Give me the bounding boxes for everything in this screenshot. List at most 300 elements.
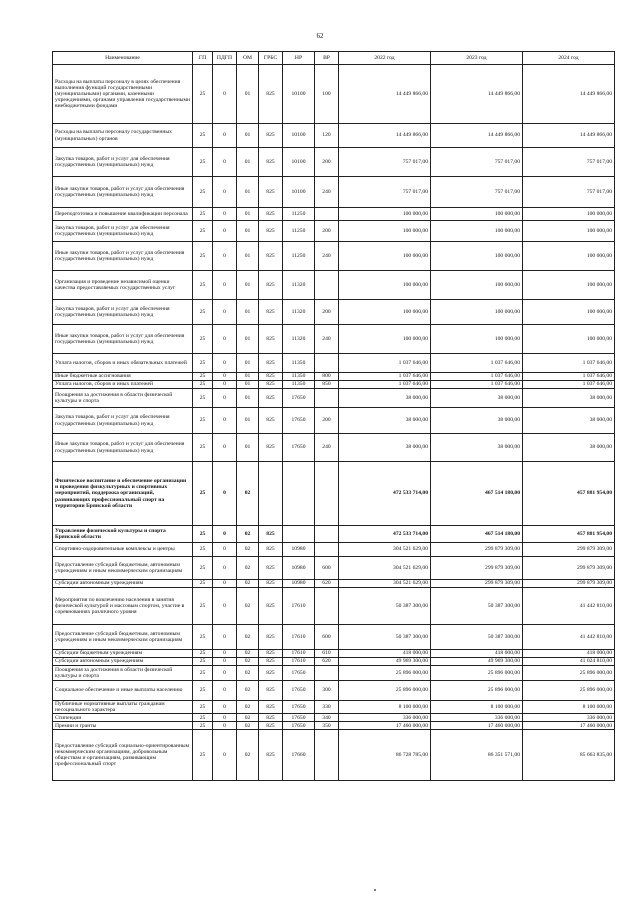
cell-y2022: 1 037 646,00 bbox=[339, 354, 431, 373]
cell-om: 01 bbox=[237, 177, 259, 208]
cell-y2024: 299 879 309,00 bbox=[523, 543, 615, 557]
cell-vr: 340 bbox=[315, 714, 339, 722]
cell-vr: 850 bbox=[315, 381, 339, 389]
cell-grbs: 825 bbox=[259, 434, 283, 462]
table-row bbox=[53, 658, 615, 666]
cell-name: Премии и гранты bbox=[53, 722, 193, 730]
cell-name: Социальное обеспечение и иные выплаты населению bbox=[53, 681, 193, 701]
cell-y2024: 100 000,00 bbox=[523, 271, 615, 300]
cell-y2024: 85 663 835,00 bbox=[523, 730, 615, 781]
cell-pdgp: 0 bbox=[213, 543, 237, 557]
cell-y2023: 14 449 866,00 bbox=[431, 65, 523, 124]
cell-grbs: 825 bbox=[259, 650, 283, 658]
cell-y2024: 299 879 309,00 bbox=[523, 580, 615, 588]
cell-grbs: 825 bbox=[259, 124, 283, 148]
cell-nr: 11320 bbox=[283, 271, 315, 300]
cell-y2023: 418 000,00 bbox=[431, 650, 523, 658]
cell-grbs: 825 bbox=[259, 325, 283, 354]
cell-om: 02 bbox=[237, 666, 259, 681]
cell-y2023: 100 000,00 bbox=[431, 325, 523, 354]
cell-vr: 200 bbox=[315, 221, 339, 242]
cell-pdgp: 0 bbox=[213, 221, 237, 242]
cell-y2023: 299 879 309,00 bbox=[431, 543, 523, 557]
cell-gp: 25 bbox=[193, 681, 213, 701]
cell-y2022: 100 000,00 bbox=[339, 208, 431, 221]
cell-pdgp: 0 bbox=[213, 580, 237, 588]
cell-gp: 25 bbox=[193, 557, 213, 580]
cell-grbs: 825 bbox=[259, 666, 283, 681]
cell-y2023: 50 387 300,00 bbox=[431, 625, 523, 650]
cell-pdgp: 0 bbox=[213, 658, 237, 666]
cell-nr bbox=[283, 526, 315, 543]
cell-y2024: 1 037 646,00 bbox=[523, 381, 615, 389]
page-number: 62 bbox=[316, 32, 324, 40]
cell-vr: 800 bbox=[315, 373, 339, 381]
cell-y2023: 8 100 000,00 bbox=[431, 701, 523, 714]
cell-y2022: 25 896 000,00 bbox=[339, 681, 431, 701]
cell-y2023: 50 387 300,00 bbox=[431, 588, 523, 625]
cell-y2023: 467 514 180,00 bbox=[431, 526, 523, 543]
cell-grbs: 825 bbox=[259, 208, 283, 221]
cell-y2023: 25 896 000,00 bbox=[431, 666, 523, 681]
cell-nr: 10100 bbox=[283, 148, 315, 177]
table-row bbox=[53, 526, 615, 543]
cell-grbs: 825 bbox=[259, 373, 283, 381]
col-header-gp: ГП bbox=[193, 52, 213, 65]
table-row bbox=[53, 271, 615, 300]
cell-gp: 25 bbox=[193, 580, 213, 588]
cell-om: 02 bbox=[237, 580, 259, 588]
cell-gp: 25 bbox=[193, 208, 213, 221]
cell-y2022: 100 000,00 bbox=[339, 325, 431, 354]
cell-om: 01 bbox=[237, 389, 259, 408]
cell-vr: 300 bbox=[315, 681, 339, 701]
cell-y2024: 457 881 954,00 bbox=[523, 526, 615, 543]
cell-y2023: 757 017,00 bbox=[431, 177, 523, 208]
table-row bbox=[53, 148, 615, 177]
cell-name: Иные закупки товаров, работ и услуг для обеспечения государственных (муниципальных) нужд bbox=[53, 242, 193, 271]
table-row bbox=[53, 701, 615, 714]
cell-name: Поощрения за достижения в области физической культуры и спорта bbox=[53, 666, 193, 681]
cell-vr: 610 bbox=[315, 650, 339, 658]
cell-name: Спортивно-оздоровительные комплексы и центры bbox=[53, 543, 193, 557]
budget-table bbox=[52, 51, 615, 781]
cell-pdgp: 0 bbox=[213, 373, 237, 381]
cell-om: 02 bbox=[237, 681, 259, 701]
cell-name: Закупка товаров, работ и услуг для обеспечения государственных (муниципальных) нужд bbox=[53, 408, 193, 434]
cell-om: 02 bbox=[237, 714, 259, 722]
cell-y2023: 38 000,00 bbox=[431, 434, 523, 462]
cell-vr: 240 bbox=[315, 434, 339, 462]
cell-y2022: 49 969 300,00 bbox=[339, 658, 431, 666]
cell-y2022: 1 037 646,00 bbox=[339, 381, 431, 389]
cell-name: Субсидии автономным учреждениям bbox=[53, 658, 193, 666]
table-row bbox=[53, 681, 615, 701]
cell-vr bbox=[315, 666, 339, 681]
cell-y2022: 472 533 714,00 bbox=[339, 526, 431, 543]
cell-vr: 240 bbox=[315, 177, 339, 208]
cell-vr bbox=[315, 354, 339, 373]
cell-gp: 25 bbox=[193, 658, 213, 666]
cell-y2023: 17 460 000,00 bbox=[431, 722, 523, 730]
cell-name: Организация и проведение независимой оценки качества предоставляемых государственных услуг bbox=[53, 271, 193, 300]
cell-grbs: 825 bbox=[259, 381, 283, 389]
table-row bbox=[53, 242, 615, 271]
cell-nr: 17650 bbox=[283, 722, 315, 730]
cell-grbs: 825 bbox=[259, 588, 283, 625]
cell-nr: 11320 bbox=[283, 300, 315, 325]
cell-y2022: 418 000,00 bbox=[339, 650, 431, 658]
cell-y2024: 41 024 810,00 bbox=[523, 658, 615, 666]
cell-nr: 17650 bbox=[283, 408, 315, 434]
col-header-vr: ВР bbox=[315, 52, 339, 65]
cell-y2022: 100 000,00 bbox=[339, 300, 431, 325]
cell-gp: 25 bbox=[193, 65, 213, 124]
cell-gp: 25 bbox=[193, 354, 213, 373]
cell-grbs: 825 bbox=[259, 526, 283, 543]
cell-y2022: 304 521 629,00 bbox=[339, 557, 431, 580]
table-row bbox=[53, 208, 615, 221]
cell-y2022: 472 533 714,00 bbox=[339, 462, 431, 526]
cell-pdgp: 0 bbox=[213, 65, 237, 124]
cell-y2024: 41 442 810,00 bbox=[523, 625, 615, 650]
table-row bbox=[53, 588, 615, 625]
cell-name: Управление физической культуры и спорта Брянской области bbox=[53, 526, 193, 543]
table-row bbox=[53, 373, 615, 381]
cell-name: Субсидии автономным учреждениям bbox=[53, 580, 193, 588]
cell-y2022: 38 000,00 bbox=[339, 408, 431, 434]
cell-y2024: 299 879 309,00 bbox=[523, 557, 615, 580]
cell-grbs: 825 bbox=[259, 730, 283, 781]
cell-gp: 25 bbox=[193, 124, 213, 148]
cell-grbs: 825 bbox=[259, 722, 283, 730]
cell-pdgp: 0 bbox=[213, 625, 237, 650]
cell-nr: 10100 bbox=[283, 124, 315, 148]
cell-vr bbox=[315, 389, 339, 408]
cell-om: 01 bbox=[237, 271, 259, 300]
cell-vr bbox=[315, 588, 339, 625]
cell-y2024: 25 896 000,00 bbox=[523, 666, 615, 681]
cell-y2023: 86 351 571,00 bbox=[431, 730, 523, 781]
cell-vr: 240 bbox=[315, 242, 339, 271]
cell-y2022: 100 000,00 bbox=[339, 271, 431, 300]
cell-name: Публичные нормативные выплаты гражданам несоциального характера bbox=[53, 701, 193, 714]
table-row bbox=[53, 557, 615, 580]
cell-grbs: 825 bbox=[259, 408, 283, 434]
cell-y2022: 8 100 000,00 bbox=[339, 701, 431, 714]
cell-grbs: 825 bbox=[259, 557, 283, 580]
cell-om: 01 bbox=[237, 373, 259, 381]
cell-om: 02 bbox=[237, 625, 259, 650]
cell-grbs: 825 bbox=[259, 242, 283, 271]
cell-om: 01 bbox=[237, 242, 259, 271]
cell-vr: 620 bbox=[315, 658, 339, 666]
cell-grbs: 825 bbox=[259, 625, 283, 650]
cell-nr: 17610 bbox=[283, 588, 315, 625]
cell-pdgp: 0 bbox=[213, 208, 237, 221]
cell-vr: 600 bbox=[315, 557, 339, 580]
cell-pdgp: 0 bbox=[213, 681, 237, 701]
cell-nr: 10100 bbox=[283, 65, 315, 124]
cell-gp: 25 bbox=[193, 722, 213, 730]
cell-vr: 200 bbox=[315, 300, 339, 325]
cell-pdgp: 0 bbox=[213, 588, 237, 625]
cell-y2024: 8 100 000,00 bbox=[523, 701, 615, 714]
cell-gp: 25 bbox=[193, 325, 213, 354]
cell-grbs: 825 bbox=[259, 177, 283, 208]
cell-y2023: 336 000,00 bbox=[431, 714, 523, 722]
cell-nr: 10100 bbox=[283, 177, 315, 208]
cell-y2024: 1 037 646,00 bbox=[523, 354, 615, 373]
cell-nr: 17650 bbox=[283, 434, 315, 462]
cell-pdgp: 0 bbox=[213, 730, 237, 781]
cell-name: Закупка товаров, работ и услуг для обеспечения государственных (муниципальных) нужд bbox=[53, 221, 193, 242]
cell-y2024: 14 449 866,00 bbox=[523, 124, 615, 148]
cell-y2024: 457 881 954,00 bbox=[523, 462, 615, 526]
table-row bbox=[53, 325, 615, 354]
cell-y2024: 41 442 810,00 bbox=[523, 588, 615, 625]
cell-gp: 25 bbox=[193, 177, 213, 208]
cell-y2024: 38 000,00 bbox=[523, 408, 615, 434]
table-row bbox=[53, 124, 615, 148]
table-row bbox=[53, 666, 615, 681]
cell-vr: 200 bbox=[315, 148, 339, 177]
cell-y2023: 100 000,00 bbox=[431, 221, 523, 242]
cell-y2024: 38 000,00 bbox=[523, 389, 615, 408]
cell-name: Уплата налогов, сборов и иных платежей bbox=[53, 381, 193, 389]
table-row bbox=[53, 730, 615, 781]
cell-nr bbox=[283, 462, 315, 526]
table-row bbox=[53, 408, 615, 434]
cell-y2022: 757 017,00 bbox=[339, 148, 431, 177]
cell-nr: 11250 bbox=[283, 221, 315, 242]
cell-gp: 25 bbox=[193, 434, 213, 462]
cell-gp: 25 bbox=[193, 714, 213, 722]
cell-vr: 620 bbox=[315, 580, 339, 588]
cell-grbs: 825 bbox=[259, 389, 283, 408]
cell-om: 02 bbox=[237, 722, 259, 730]
cell-gp: 25 bbox=[193, 730, 213, 781]
cell-name: Субсидии бюджетным учреждениям bbox=[53, 650, 193, 658]
table-row bbox=[53, 722, 615, 730]
cell-y2023: 757 017,00 bbox=[431, 148, 523, 177]
cell-nr: 11350 bbox=[283, 354, 315, 373]
cell-nr: 10980 bbox=[283, 580, 315, 588]
cell-y2022: 17 460 000,00 bbox=[339, 722, 431, 730]
cell-name: Иные закупки товаров, работ и услуг для обеспечения государственных (муниципальных) нужд bbox=[53, 177, 193, 208]
cell-y2023: 1 037 646,00 bbox=[431, 354, 523, 373]
cell-pdgp: 0 bbox=[213, 177, 237, 208]
cell-pdgp: 0 bbox=[213, 666, 237, 681]
col-header-2022: 2022 год bbox=[339, 52, 431, 65]
cell-y2024: 336 000,00 bbox=[523, 714, 615, 722]
cell-gp: 25 bbox=[193, 462, 213, 526]
table-row bbox=[53, 580, 615, 588]
cell-nr: 10980 bbox=[283, 557, 315, 580]
table-row bbox=[53, 543, 615, 557]
cell-y2022: 336 000,00 bbox=[339, 714, 431, 722]
cell-y2024: 25 896 000,00 bbox=[523, 681, 615, 701]
cell-name: Физическое воспитание и обеспечение организации и проведения физкультурных и спортивных мероприятий, поддержка организаций, развивающих профессиональный спорт на территории Брянской области bbox=[53, 462, 193, 526]
cell-gp: 25 bbox=[193, 701, 213, 714]
cell-pdgp: 0 bbox=[213, 557, 237, 580]
cell-y2024: 100 000,00 bbox=[523, 300, 615, 325]
cell-pdgp: 0 bbox=[213, 462, 237, 526]
cell-name: Иные закупки товаров, работ и услуг для обеспечения государственных (муниципальных) нужд bbox=[53, 434, 193, 462]
cell-vr: 600 bbox=[315, 625, 339, 650]
col-header-name: Наименование bbox=[53, 52, 193, 65]
cell-y2024: 14 449 866,00 bbox=[523, 65, 615, 124]
cell-y2022: 38 000,00 bbox=[339, 389, 431, 408]
cell-pdgp: 0 bbox=[213, 526, 237, 543]
cell-nr: 11250 bbox=[283, 208, 315, 221]
cell-y2022: 38 000,00 bbox=[339, 434, 431, 462]
cell-om: 01 bbox=[237, 208, 259, 221]
cell-y2022: 1 037 646,00 bbox=[339, 373, 431, 381]
cell-gp: 25 bbox=[193, 381, 213, 389]
cell-om: 01 bbox=[237, 381, 259, 389]
table-row bbox=[53, 650, 615, 658]
cell-name: Расходы на выплаты персоналу в целях обеспечения выполнения функций государственными (муниципальными) органами, казенными учреждениями, органами управления государственными внебюджетными фондами bbox=[53, 65, 193, 124]
cell-y2024: 757 017,00 bbox=[523, 148, 615, 177]
cell-om: 01 bbox=[237, 148, 259, 177]
cell-y2023: 100 000,00 bbox=[431, 242, 523, 271]
cell-y2023: 14 449 866,00 bbox=[431, 124, 523, 148]
cell-vr: 240 bbox=[315, 325, 339, 354]
table-body bbox=[53, 65, 615, 781]
cell-grbs: 825 bbox=[259, 65, 283, 124]
cell-gp: 25 bbox=[193, 543, 213, 557]
cell-grbs: 825 bbox=[259, 354, 283, 373]
col-header-nr: НР bbox=[283, 52, 315, 65]
cell-om: 01 bbox=[237, 221, 259, 242]
cell-name: Закупка товаров, работ и услуг для обеспечения государственных (муниципальных) нужд bbox=[53, 148, 193, 177]
table-row bbox=[53, 625, 615, 650]
cell-om: 02 bbox=[237, 701, 259, 714]
cell-name: Предоставление субсидий социально-ориентированным некоммерческим организациям, добровольным обществам и организациям, развивающим профессиональный спорт bbox=[53, 730, 193, 781]
cell-gp: 25 bbox=[193, 389, 213, 408]
cell-y2023: 100 000,00 bbox=[431, 271, 523, 300]
cell-y2024: 17 460 000,00 bbox=[523, 722, 615, 730]
cell-grbs bbox=[259, 462, 283, 526]
table-row bbox=[53, 221, 615, 242]
cell-y2023: 100 000,00 bbox=[431, 208, 523, 221]
cell-nr: 17610 bbox=[283, 658, 315, 666]
cell-y2022: 14 449 866,00 bbox=[339, 65, 431, 124]
table-row bbox=[53, 354, 615, 373]
cell-y2022: 86 728 785,00 bbox=[339, 730, 431, 781]
cell-om: 01 bbox=[237, 65, 259, 124]
col-header-om: ОМ bbox=[237, 52, 259, 65]
cell-y2022: 304 521 629,00 bbox=[339, 543, 431, 557]
cell-vr bbox=[315, 208, 339, 221]
cell-gp: 25 bbox=[193, 271, 213, 300]
cell-nr: 11250 bbox=[283, 242, 315, 271]
cell-vr: 330 bbox=[315, 701, 339, 714]
cell-nr: 10980 bbox=[283, 543, 315, 557]
cell-y2023: 467 514 180,00 bbox=[431, 462, 523, 526]
cell-grbs: 825 bbox=[259, 701, 283, 714]
scan-speck bbox=[374, 889, 376, 891]
cell-pdgp: 0 bbox=[213, 124, 237, 148]
cell-y2023: 25 896 000,00 bbox=[431, 681, 523, 701]
cell-vr bbox=[315, 526, 339, 543]
cell-y2024: 100 000,00 bbox=[523, 242, 615, 271]
cell-y2022: 50 387 300,00 bbox=[339, 588, 431, 625]
cell-pdgp: 0 bbox=[213, 325, 237, 354]
cell-y2023: 38 000,00 bbox=[431, 408, 523, 434]
col-header-pdgp: ПДГП bbox=[213, 52, 237, 65]
cell-y2022: 14 449 866,00 bbox=[339, 124, 431, 148]
cell-name: Предоставление субсидий бюджетным, автономным учреждениям и иным некоммерческим организациям bbox=[53, 625, 193, 650]
cell-grbs: 825 bbox=[259, 543, 283, 557]
cell-name: Иные закупки товаров, работ и услуг для обеспечения государственных (муниципальных) нужд bbox=[53, 325, 193, 354]
cell-om: 01 bbox=[237, 300, 259, 325]
cell-y2024: 418 000,00 bbox=[523, 650, 615, 658]
cell-nr: 17650 bbox=[283, 389, 315, 408]
cell-nr: 17650 bbox=[283, 681, 315, 701]
cell-name: Стипендии bbox=[53, 714, 193, 722]
cell-grbs: 825 bbox=[259, 300, 283, 325]
cell-vr bbox=[315, 271, 339, 300]
cell-y2022: 100 000,00 bbox=[339, 242, 431, 271]
cell-grbs: 825 bbox=[259, 148, 283, 177]
cell-vr bbox=[315, 462, 339, 526]
cell-gp: 25 bbox=[193, 373, 213, 381]
cell-grbs: 825 bbox=[259, 681, 283, 701]
cell-grbs: 825 bbox=[259, 714, 283, 722]
cell-nr: 17650 bbox=[283, 701, 315, 714]
cell-vr bbox=[315, 543, 339, 557]
cell-pdgp: 0 bbox=[213, 650, 237, 658]
cell-pdgp: 0 bbox=[213, 714, 237, 722]
cell-nr: 17660 bbox=[283, 730, 315, 781]
table-header-row bbox=[53, 52, 615, 65]
cell-y2023: 1 037 646,00 bbox=[431, 373, 523, 381]
cell-om: 02 bbox=[237, 462, 259, 526]
table-row bbox=[53, 65, 615, 124]
cell-y2023: 1 037 646,00 bbox=[431, 381, 523, 389]
table-row bbox=[53, 300, 615, 325]
cell-nr: 11350 bbox=[283, 381, 315, 389]
cell-grbs: 825 bbox=[259, 580, 283, 588]
cell-pdgp: 0 bbox=[213, 389, 237, 408]
cell-pdgp: 0 bbox=[213, 381, 237, 389]
cell-y2022: 757 017,00 bbox=[339, 177, 431, 208]
cell-name: Мероприятия по вовлечению населения в занятия физической культурой и массовым спортом, участие в соревнованиях различного уровня bbox=[53, 588, 193, 625]
cell-vr: 350 bbox=[315, 722, 339, 730]
cell-y2023: 299 879 309,00 bbox=[431, 580, 523, 588]
cell-vr bbox=[315, 730, 339, 781]
cell-pdgp: 0 bbox=[213, 408, 237, 434]
cell-gp: 25 bbox=[193, 148, 213, 177]
cell-om: 02 bbox=[237, 557, 259, 580]
table-row bbox=[53, 381, 615, 389]
cell-pdgp: 0 bbox=[213, 300, 237, 325]
cell-y2024: 38 000,00 bbox=[523, 434, 615, 462]
cell-y2024: 1 037 646,00 bbox=[523, 373, 615, 381]
cell-name: Поощрения за достижения в области физической культуры и спорта bbox=[53, 389, 193, 408]
cell-om: 02 bbox=[237, 543, 259, 557]
cell-gp: 25 bbox=[193, 625, 213, 650]
col-header-grbs: ГРБС bbox=[259, 52, 283, 65]
cell-gp: 25 bbox=[193, 650, 213, 658]
cell-y2024: 100 000,00 bbox=[523, 208, 615, 221]
table-row bbox=[53, 462, 615, 526]
cell-nr: 17610 bbox=[283, 625, 315, 650]
cell-om: 02 bbox=[237, 588, 259, 625]
table-row bbox=[53, 389, 615, 408]
